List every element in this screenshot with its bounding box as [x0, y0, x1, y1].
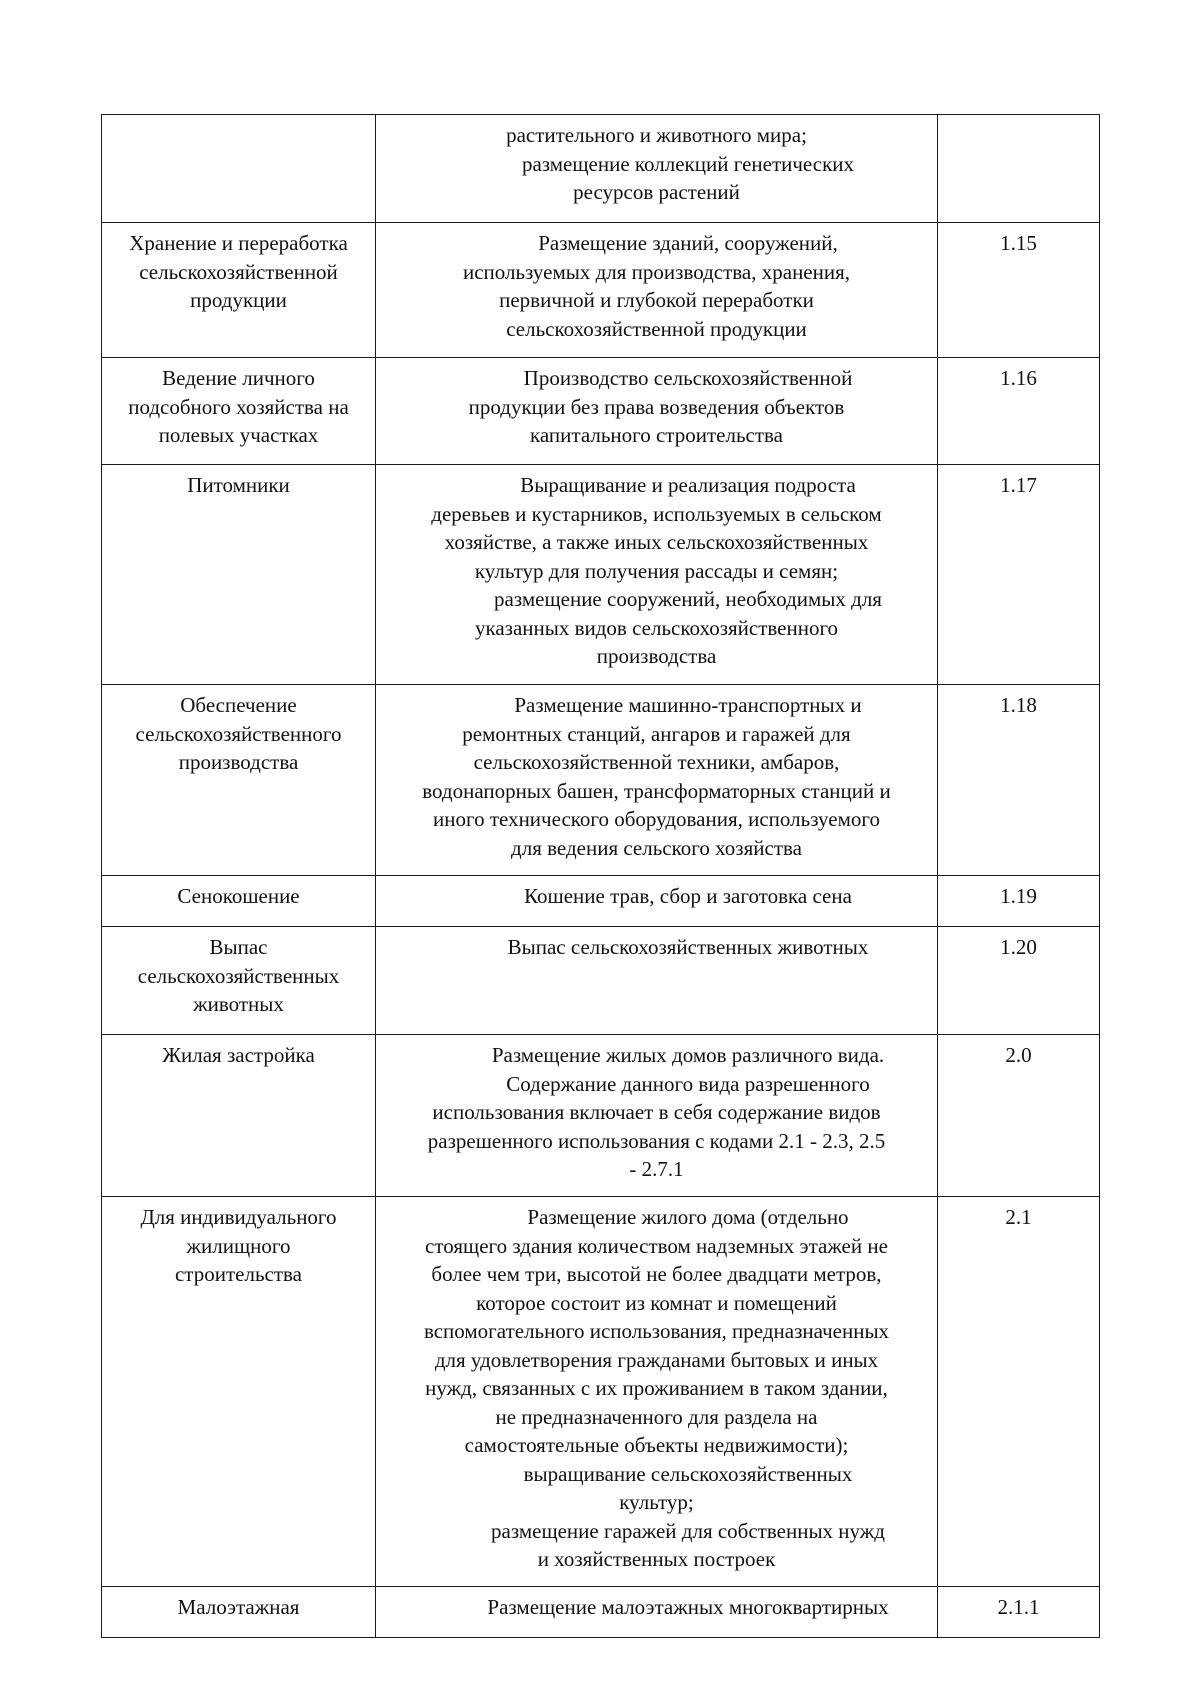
use-type-code-value: 2.0 [1005, 1043, 1032, 1067]
use-type-name-line: жилищного [186, 1233, 291, 1258]
table-row [102, 1587, 1100, 1638]
use-type-description-line: Размещение жилого дома (отдельно [464, 1205, 849, 1229]
use-type-description-line: культур для получения рассады и семян; [474, 558, 839, 583]
use-type-name-line: животных [193, 992, 284, 1016]
use-type-code-value: 1.20 [1000, 935, 1037, 959]
use-type-description-line: растительного и животного мира; [506, 123, 807, 147]
use-type-description-line: которое состоит из комнат и помещений [476, 1290, 837, 1315]
use-type-description-line: Размещение жилых домов различного вида. [428, 1043, 885, 1067]
use-type-name [102, 927, 376, 1035]
use-type-name-line: Для индивидуального [140, 1205, 337, 1229]
use-type-description-line: не предназначенного для раздела на [495, 1404, 818, 1429]
use-type-name-line: полевых участках [158, 423, 319, 447]
use-type-description-line: самостоятельные объекты недвижимости); [464, 1433, 849, 1457]
use-type-code-value: 1.16 [1000, 366, 1037, 390]
use-type-description [376, 1587, 938, 1638]
use-type-description-line: Размещение зданий, сооружений, [475, 231, 838, 255]
use-type-name [102, 223, 376, 358]
use-type-description-line: разрешенного использования с кодами 2.1 - 2.3, 2.5 [427, 1128, 886, 1153]
use-type-description-line: ремонтных станций, ангаров и гаражей для [462, 721, 851, 746]
use-type-name-line: сельскохозяйственных [137, 963, 340, 988]
use-type-code [938, 465, 1100, 685]
use-type-description-line: хозяйстве, а также иных сельскохозяйственных [444, 530, 869, 554]
use-type-code [938, 685, 1100, 876]
use-type-name-line: продукции [190, 288, 287, 312]
use-type-name-line: Ведение личного [162, 366, 315, 390]
use-type-name-line: сельскохозяйственной [139, 259, 338, 284]
use-type-description-line: культур; [619, 1490, 694, 1514]
use-type-name-line: Питомники [187, 473, 290, 497]
use-type-description-line: Производство сельскохозяйственной [460, 366, 853, 390]
use-type-name-line: подсобного хозяйства на [128, 394, 349, 419]
use-type-name-line: Сенокошение [177, 884, 300, 908]
use-type-code-value: 1.17 [1000, 473, 1037, 497]
use-type-code [938, 115, 1100, 223]
use-type-name-line: Малоэтажная [177, 1595, 300, 1619]
use-type-description-line: Кошение трав, сбор и заготовка сена [461, 884, 852, 908]
table-row [102, 1035, 1100, 1197]
use-type-description-line: деревьев и кустарников, используемых в сельском [431, 501, 882, 526]
use-type-description-line: капитального строительства [530, 423, 783, 447]
use-type-description-line: для удовлетворения гражданами бытовых и иных [434, 1347, 879, 1372]
use-type-name-line: сельскохозяйственного [135, 721, 342, 746]
use-type-description [376, 876, 938, 927]
table-row [102, 115, 1100, 223]
table-row [102, 685, 1100, 876]
table-row [102, 1197, 1100, 1587]
use-type-description-line: первичной и глубокой переработки [499, 288, 814, 312]
use-type-code-value: 2.1 [1005, 1205, 1032, 1229]
use-type-description-line: использования включает в себя содержание видов [432, 1100, 881, 1124]
use-type-code-value: 1.18 [1000, 693, 1037, 717]
use-type-description-line: Размещение малоэтажных многоквартирных [424, 1595, 889, 1619]
use-type-description [376, 1035, 938, 1197]
use-type-code [938, 223, 1100, 358]
land-use-table [101, 114, 1100, 1638]
use-type-name [102, 1197, 376, 1587]
use-type-description-line: выращивание сельскохозяйственных [460, 1461, 853, 1486]
use-type-code-value: 1.15 [1000, 231, 1037, 255]
use-type-description-line: стоящего здания количеством надземных этажей не [425, 1233, 888, 1258]
use-type-description-line: более чем три, высотой не более двадцати метров, [431, 1262, 882, 1286]
use-type-name-line: строительства [174, 1262, 302, 1286]
use-type-name [102, 876, 376, 927]
use-type-description-line: указанных видов сельскохозяйственного [474, 615, 839, 640]
use-type-name-line: Выпас [209, 935, 268, 959]
use-type-description-line: сельскохозяйственной продукции [506, 316, 807, 341]
use-type-description-line: для ведения сельского хозяйства [511, 835, 802, 860]
use-type-description-line: сельскохозяйственной техники, амбаров, [473, 750, 840, 774]
use-type-description-line: размещение коллекций генетических [458, 151, 855, 176]
use-type-name [102, 358, 376, 465]
table-body [102, 115, 1100, 1638]
table-row [102, 223, 1100, 358]
use-type-description-line: Выращивание и реализация подроста [457, 473, 856, 497]
use-type-code [938, 876, 1100, 927]
use-type-code-value: 2.1.1 [997, 1595, 1040, 1619]
table-row [102, 927, 1100, 1035]
use-type-code [938, 1035, 1100, 1197]
use-type-description-line: размещение гаражей для собственных нужд [428, 1518, 885, 1543]
use-type-description [376, 465, 938, 685]
use-type-description-line: водонапорных башен, трансформаторных станций и [422, 778, 891, 803]
table-row [102, 358, 1100, 465]
use-type-description-line: Размещение машинно-транспортных и [451, 693, 862, 717]
use-type-description-line: производства [596, 644, 717, 668]
table-row [102, 876, 1100, 927]
use-type-name-line: производства [178, 750, 299, 774]
use-type-description [376, 115, 938, 223]
use-type-description-line: нужд, связанных с их проживанием в таком здании, [425, 1376, 888, 1400]
use-type-description-line: Выпас сельскохозяйственных животных [444, 935, 869, 959]
table-row [102, 465, 1100, 685]
use-type-description-line: Содержание данного вида разрешенного [443, 1071, 870, 1096]
use-type-description [376, 223, 938, 358]
use-type-name-line: Жилая застройка [162, 1043, 315, 1067]
use-type-description-line: размещение сооружений, необходимых для [431, 587, 882, 611]
use-type-description [376, 1197, 938, 1587]
use-type-description [376, 685, 938, 876]
use-type-code [938, 1587, 1100, 1638]
use-type-name [102, 465, 376, 685]
use-type-description-line: используемых для производства, хранения, [462, 259, 851, 284]
use-type-description [376, 358, 938, 465]
use-type-name [102, 115, 376, 223]
use-type-name-line: Хранение и переработка [129, 231, 348, 255]
use-type-description-line: ресурсов растений [573, 180, 740, 204]
use-type-description-line: вспомогательного использования, предназначенных [423, 1319, 890, 1343]
use-type-code [938, 1197, 1100, 1587]
use-type-code [938, 927, 1100, 1035]
use-type-description-line: - 2.7.1 [629, 1157, 684, 1181]
use-type-code-value: 1.19 [1000, 884, 1037, 908]
use-type-description-line: и хозяйственных построек [537, 1547, 776, 1571]
use-type-description [376, 927, 938, 1035]
use-type-description-line: иного технического оборудования, используемого [433, 807, 880, 831]
use-type-name [102, 685, 376, 876]
use-type-name-line: Обеспечение [180, 693, 297, 717]
use-type-name [102, 1587, 376, 1638]
use-type-description-line: продукции без права возведения объектов [468, 394, 845, 419]
use-type-name [102, 1035, 376, 1197]
use-type-code [938, 358, 1100, 465]
